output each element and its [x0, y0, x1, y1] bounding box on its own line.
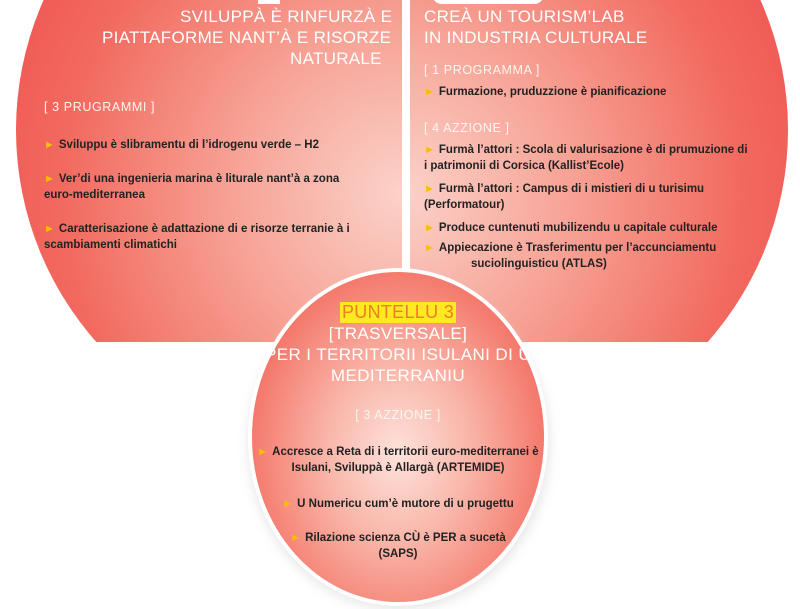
center-list-item: ► Rilazione scienza CÙ è PER a sucetà (SAPS) [290, 532, 506, 560]
center-list-item: ► Accresce a Reta di i territorii euro-mediterranei è Isulani, Sviluppà è Allargà (ARTEMIDE) [257, 446, 539, 474]
arrow-right-icon: ► [424, 86, 435, 98]
arrow-right-icon: ► [424, 144, 435, 156]
right-section1-label: [ 1 PROGRAMMA ] [424, 63, 540, 77]
right-list-item: ► Furmazione, pruduzzione è pianificazione [424, 86, 667, 98]
center-heading-line: PER I TERRITORII ISULANI DI U [264, 345, 532, 364]
left-list-item: ► Ver’di una ingenieria marina è liturale nant’à a zona euro-mediterranea [44, 173, 340, 201]
right-heading-line: IN INDUSTRIA CULTURALE [424, 28, 648, 47]
center-heading-line: MEDITERRANIU [330, 366, 466, 385]
right-title-tab [432, 0, 544, 4]
arrow-right-icon: ► [424, 222, 435, 234]
left-list-item: ► Caratterisazione è adattazione di e risorze terranie à i scambiamenti climatichi [44, 223, 350, 251]
arrow-right-icon: ► [44, 223, 55, 235]
left-heading-line: NATURALE [290, 49, 382, 68]
arrow-right-icon: ► [424, 242, 435, 254]
left-section-label: [ 3 PRUGRAMMI ] [44, 100, 156, 114]
right-list-item: ► Appiecazione è Trasferimentu per l’accunciamentu suciolinguisticu (ATLAS) [424, 242, 717, 270]
left-heading-line: PIATTAFORME NANT’À E RISORZE [102, 28, 392, 47]
right-heading-line: CREÀ UN TOURISM’LAB [424, 7, 625, 26]
arrow-right-icon: ► [44, 173, 55, 185]
center-section-label: [ 3 AZZIONE ] [355, 408, 441, 422]
arrow-right-icon: ► [290, 532, 302, 544]
left-title-tab [258, 0, 280, 4]
arrow-right-icon: ► [424, 183, 435, 195]
left-heading-line: SVILUPPÀ È RINFURZÀ E [180, 7, 393, 26]
right-list-item: ► Produce cuntenuti mubilizendu u capitale culturale [424, 222, 718, 234]
arrow-right-icon: ► [257, 446, 269, 458]
right-list-item: ► Furmà l’attori : Campus di i mistieri di u turisimu (Performatour) [424, 183, 705, 211]
center-heading-line: [TRASVERSALE] [328, 324, 468, 343]
arrow-right-icon: ► [44, 139, 55, 151]
center-title-highlight: PUNTELLU 3 [341, 302, 455, 322]
right-section2-label: [ 4 AZZIONE ] [424, 121, 510, 135]
left-list-item: ► Sviluppu è slibramentu di l’idrogenu verde – H2 [44, 139, 319, 151]
right-list-item: ► Furmà l’attori : Scola di valurisazione è di prumuzione di i patrimonii di Corsica (Kallist’Ecole) [424, 144, 748, 172]
center-list-item: ► U Numericu cum’è mutore di u prugettu [282, 498, 514, 510]
arrow-right-icon: ► [282, 498, 294, 510]
center-heading [252, 302, 544, 386]
